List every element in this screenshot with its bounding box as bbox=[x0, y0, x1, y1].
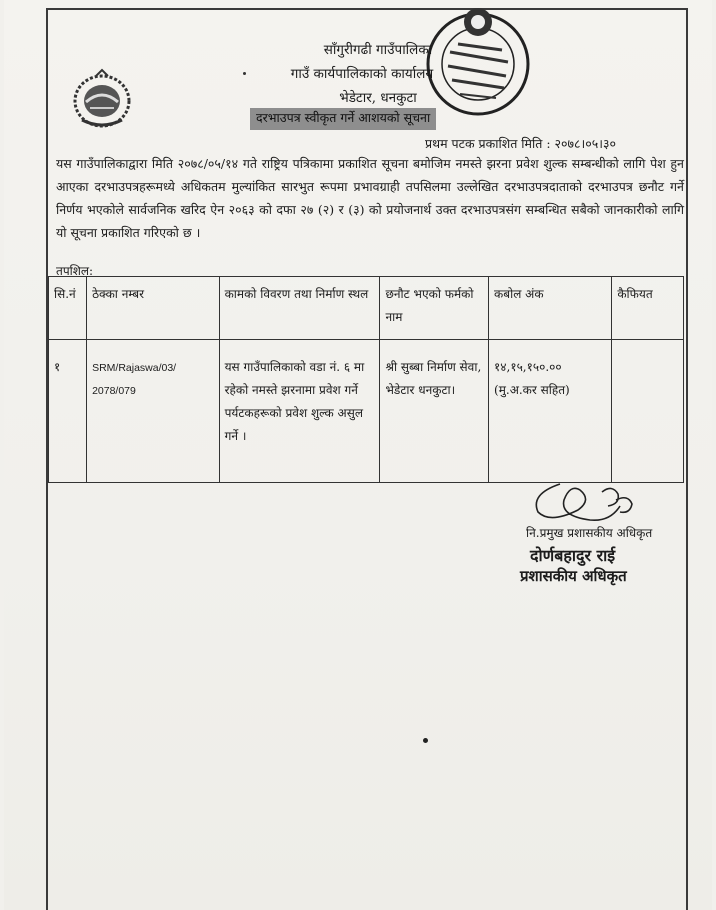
details-label: तपशिल: bbox=[56, 264, 94, 278]
header-firm: छनौट भएको फर्मको नाम bbox=[380, 277, 489, 340]
cell-serial: १ bbox=[49, 340, 87, 483]
details-table bbox=[48, 276, 684, 483]
contract-number-text: SRM/Rajaswa/03/ 2078/079 bbox=[92, 362, 177, 397]
notice-subject: दरभाउपत्र स्वीकृत गर्ने आशयको सूचना bbox=[250, 108, 436, 130]
publish-date: प्रथम पटक प्रकाशित मिति : २०७८।०५।३० bbox=[425, 136, 617, 151]
signatory-designation: प्रशासकीय अधिकृत bbox=[520, 567, 627, 585]
table-row bbox=[49, 340, 684, 483]
header-line-municipality: साँगुरीगढी गाउँपालिका bbox=[323, 42, 433, 58]
cell-remarks bbox=[612, 340, 684, 483]
ink-dot bbox=[423, 738, 428, 743]
nepal-emblem-logo bbox=[70, 68, 134, 130]
cell-description: यस गाउँपालिकाको वडा नं. ६ मा रहेको नमस्ते झरनामा प्रवेश गर्ने पर्यटकहरूको प्रवेश शुल्क असुल गर्ने । bbox=[219, 340, 380, 483]
signatory-title: नि.प्रमुख प्रशासकीय अधिकृत bbox=[526, 526, 653, 540]
amount-value: १४,१५,१५०.०० bbox=[494, 360, 562, 374]
header-line-address: भेडेटार, धनकुटा bbox=[339, 90, 417, 106]
handwritten-signature bbox=[520, 470, 640, 528]
signatory-name: दोर्णबहादुर राई bbox=[530, 546, 616, 565]
amount-note: (मु.अ.कर सहित) bbox=[494, 383, 570, 397]
header-remarks: कैफियत bbox=[612, 277, 684, 340]
header-amount: कबोल अंक bbox=[489, 277, 612, 340]
notice-paragraph: यस गाउँपालिकाद्वारा मिति २०७८/०५/१४ गते राष्ट्रिय पत्रिकामा प्रकाशित सूचना बमोजिम नमस्ते झरना प्रवेश शुल्क सम्बन्धीको लागि पेश हुन आएका दरभाउपत्रहरूमध्ये अधिकतम मुल्यांकित सारभुत रूपमा प्रभावग्राही तपसिलमा उल्लेखित दरभाउपत्रदाताको दरभाउपत्र छनौट गर्ने निर्णय भएकोले सार्वजनिक खरिद ऐन २०६३ को दफा २७ (२) र (३) को प्रयोजनार्थ उक्त दरभाउपत्रसंग सम्बन्धित सबैको जानकारीको लागि यो सूचना प्रकाशित गरिएको छ । bbox=[56, 156, 684, 240]
frame-right-line bbox=[686, 8, 688, 910]
cell-amount bbox=[489, 340, 612, 483]
frame-top-line bbox=[46, 8, 688, 10]
header-line-office: गाउँ कार्यपालिकाको कार्यालय bbox=[290, 66, 434, 82]
header-serial: सि.नं bbox=[49, 277, 87, 340]
header-description: कामको विवरण तथा निर्माण स्थल bbox=[219, 277, 380, 340]
cell-firm: श्री सुब्बा निर्माण सेवा, भेडेटार धनकुटा। bbox=[380, 340, 489, 483]
table-header-row bbox=[49, 277, 684, 340]
cell-contract-number bbox=[87, 340, 220, 483]
header-contract-number: ठेक्का नम्बर bbox=[87, 277, 220, 340]
